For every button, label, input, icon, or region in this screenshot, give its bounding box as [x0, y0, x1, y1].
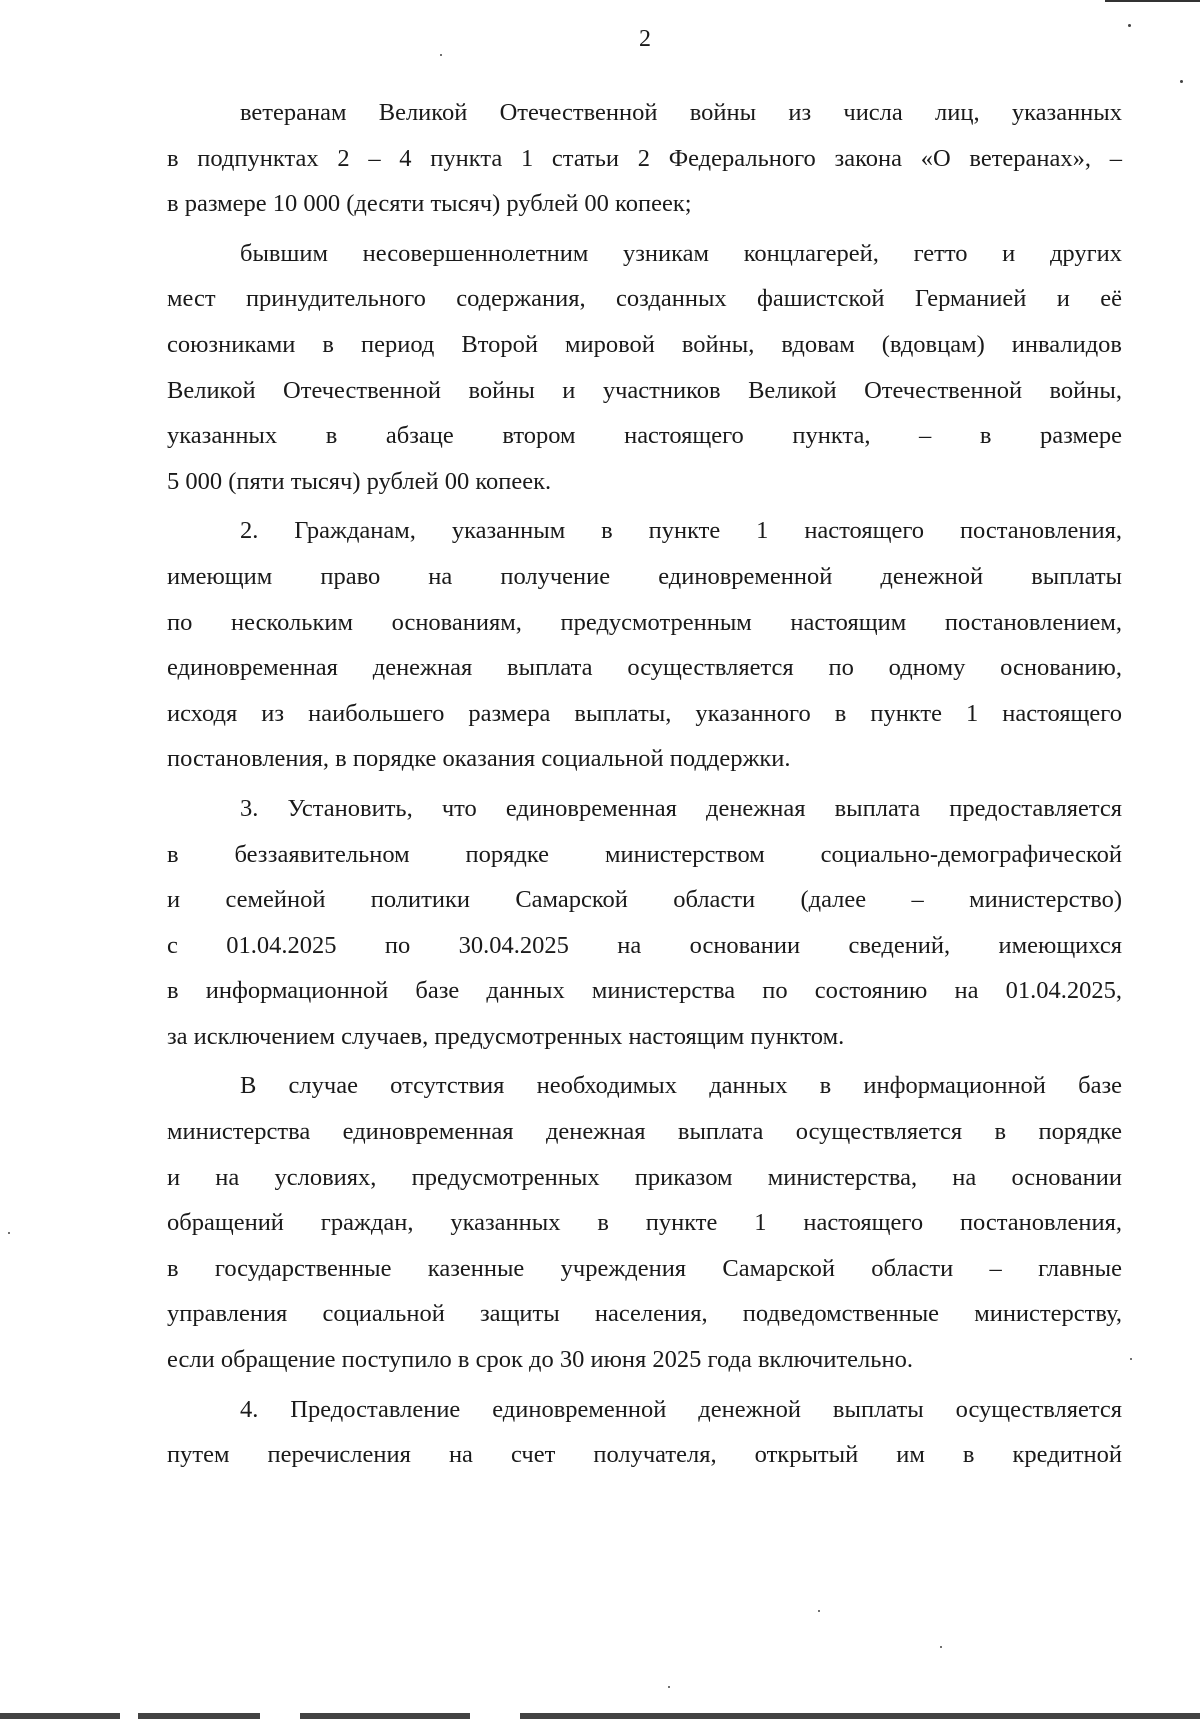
text-line: с 01.04.2025 по 30.04.2025 на основании сведений, имеющихся: [167, 931, 1122, 959]
text-line: имеющим право на получение единовременной денежной выплаты: [167, 562, 1122, 590]
text-line: Великой Отечественной войны и участников Великой Отечественной войны,: [167, 376, 1122, 404]
text-line: исходя из наибольшего размера выплаты, указанного в пункте 1 настоящего: [167, 699, 1122, 727]
scan-speck: [818, 1610, 820, 1612]
text-line: указанных в абзаце втором настоящего пункта, – в размере: [167, 422, 1122, 450]
text-line: и семейной политики Самарской области (далее – министерство): [167, 886, 1122, 914]
text-line: в размере 10 000 (десяти тысяч) рублей 00 копеек;: [167, 190, 692, 218]
text-line: в государственные казенные учреждения Самарской области – главные: [167, 1254, 1122, 1282]
text-line: В случае отсутствия необходимых данных в информационной базе: [240, 1072, 1122, 1100]
text-line: за исключением случаев, предусмотренных настоящим пунктом.: [167, 1022, 845, 1050]
text-line: единовременная денежная выплата осуществляется по одному основанию,: [167, 654, 1122, 682]
text-line: если обращение поступило в срок до 30 июня 2025 года включительно.: [167, 1346, 913, 1374]
text-line: 2. Гражданам, указанным в пункте 1 настоящего постановления,: [240, 517, 1122, 545]
document-body: [167, 90, 1122, 1478]
text-line: в беззаявительном порядке министерством социально-демографической: [167, 840, 1122, 868]
text-line: союзниками в период Второй мировой войны, вдовам (вдовцам) инвалидов: [167, 330, 1122, 358]
text-line: обращений граждан, указанных в пункте 1 настоящего постановления,: [167, 1209, 1122, 1237]
text-line: по нескольким основаниям, предусмотренным настоящим постановлением,: [167, 608, 1122, 636]
text-line: управления социальной защиты населения, подведомственные министерству,: [167, 1300, 1122, 1328]
text-line: и на условиях, предусмотренных приказом министерства, на основании: [167, 1163, 1122, 1191]
text-line: мест принудительного содержания, созданных фашистской Германией и её: [167, 285, 1122, 313]
scan-speck: [1180, 80, 1183, 83]
scan-speck: [1128, 24, 1131, 27]
scan-speck: [940, 1646, 942, 1648]
text-line: 5 000 (пяти тысяч) рублей 00 копеек.: [167, 467, 552, 495]
text-line: министерства единовременная денежная выплата осуществляется в порядке: [167, 1118, 1122, 1146]
text-line: 4. Предоставление единовременной денежной выплаты осуществляется: [240, 1395, 1122, 1423]
scan-edge-rule: [1105, 0, 1200, 2]
scan-speck: [8, 1232, 10, 1234]
scan-speck: [440, 54, 442, 56]
text-line: в информационной базе данных министерства по состоянию на 01.04.2025,: [167, 977, 1122, 1005]
text-line: бывшим несовершеннолетним узникам концлагерей, гетто и других: [240, 239, 1122, 267]
text-line: 3. Установить, что единовременная денежная выплата предоставляется: [240, 794, 1122, 822]
page-number: 2: [639, 26, 651, 52]
scan-bottom-edge: [0, 1713, 1200, 1719]
text-line: постановления, в порядке оказания социальной поддержки.: [167, 745, 791, 773]
scan-speck: [1130, 1358, 1132, 1360]
text-line: путем перечисления на счет получателя, открытый им в кредитной: [167, 1441, 1122, 1469]
text-line: ветеранам Великой Отечественной войны из числа лиц, указанных: [240, 99, 1122, 126]
scan-speck: [668, 1686, 670, 1688]
text-line: в подпунктах 2 – 4 пункта 1 статьи 2 Федерального закона «О ветеранах», –: [167, 144, 1122, 172]
